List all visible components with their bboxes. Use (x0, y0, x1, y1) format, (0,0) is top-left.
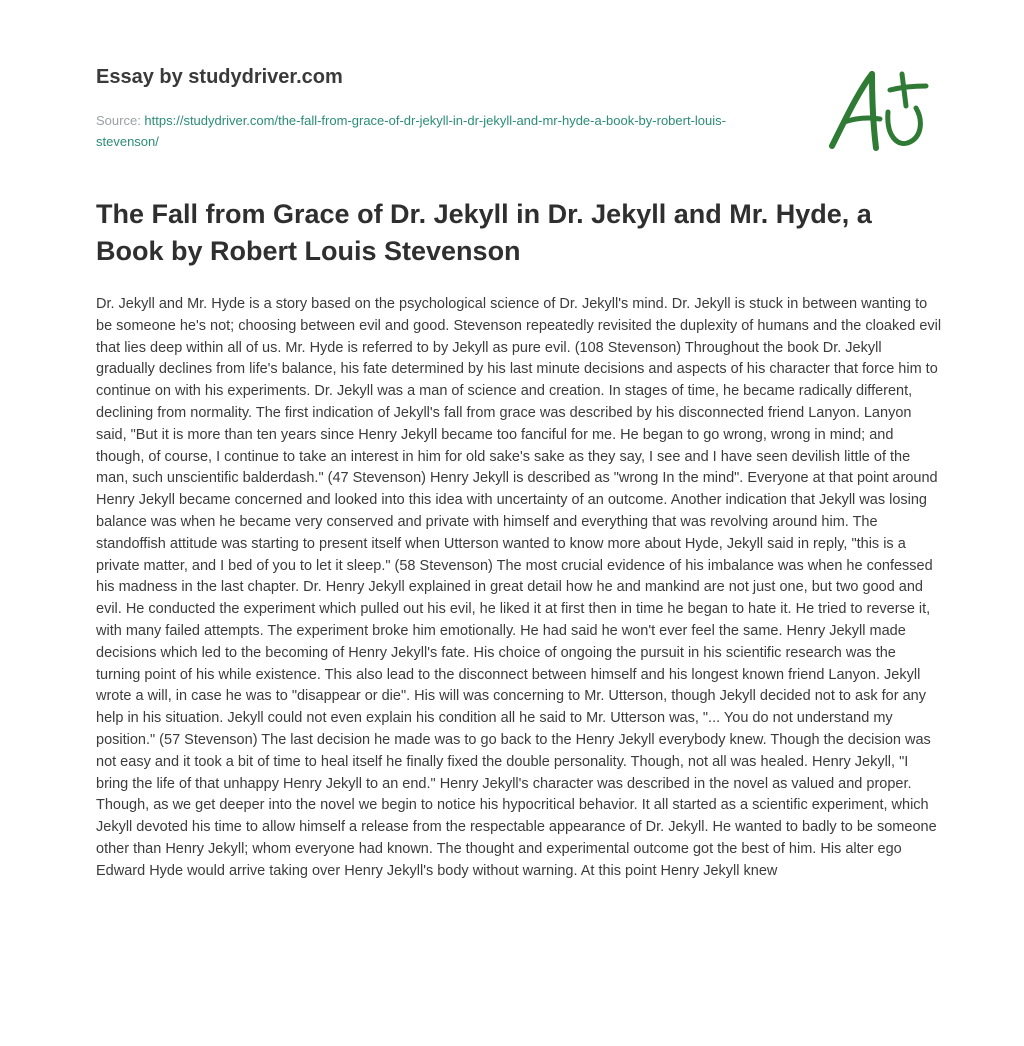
source-label: Source: (96, 113, 145, 128)
essay-title: The Fall from Grace of Dr. Jekyll in Dr. Jekyll and Mr. Hyde, a Book by Robert Louis Stevenson (96, 199, 872, 266)
essay-body: Dr. Jekyll and Mr. Hyde is a story based on the psychological science of Dr. Jekyll's mind. Dr. Jekyll is stuck in between wanting to be someone he's not; choosing between evil and good. Stevenson repeatedly revisited the duplexity of humans and the cloaked evil that lies deep within all of us. Mr. Hyde is referred to by Jekyll as pure evil. (108 Stevenson) Throughout the book Dr. Jekyll gradually declines from life's balance, his fate determined by his last minute decisions and aspects of his character that force him to continue on with his experiments. Dr. Jekyll was a man of science and creation. In stages of time, he became radically different, declining from normality. The first indication of Jekyll's fall from grace was described by his disconnected friend Lanyon. Lanyon said, "But it is more than ten years since Henry Jekyll became too fanciful for me. He began to go wrong, wrong in mind; and though, of course, I continue to take an interest in him for old sake's sake as they say, I see and I have seen devilish little of the man, such unscientific balderdash." (47 Stevenson) Henry Jekyll is described as "wrong In the mind". Everyone at that point around Henry Jekyll became concerned and looked into this idea with uncertainty of an outcome. Another indication that Jekyll was losing balance was when he became very conserved and private with himself and everything that was revolving around him. The standoffish attitude was starting to present itself when Utterson wanted to know more about Hyde, Jekyll said in reply, "this is a private matter, and I bed of you to let it sleep." (58 Stevenson) The most crucial evidence of his imbalance was when he confessed his madness in the last chapter. Dr. Henry Jekyll explained in great detail how he and mankind are not just one, but two good and evil. He conducted the experiment which pulled out his evil, he liked it at first then in time he began to hate it. He tried to reverse it, with many failed attempts. The experiment broke him emotionally. He had said he won't ever feel the same. Henry Jekyll made decisions which led to the becoming of Henry Jekyll's fate. His choice of ongoing the pursuit in his scientific research was the turning point of his while existence. This also lead to the disconnect between himself and his longest known friend Lanyon. Jekyll wrote a will, in case he was to "disappear or die". His will was concerning to Mr. Utterson, though Jekyll decided not to ask for any help in his situation. Jekyll could not even explain his condition all he said to Mr. Utterson was, "... You do not understand my position." (57 Stevenson) The last decision he made was to go back to the Henry Jekyll everybody knew. Though the decision was not easy and it took a bit of time to heal itself he finally fixed the double personality. Though, not all was healed. Henry Jekyll, "I bring the life of that unhappy Henry Jekyll to an end." Henry Jekyll's character was described in the novel as valued and proper. Though, as we get deeper into the novel we begin to notice his hypocritical behavior. It all started as a scientific experiment, which Jekyll devoted his time to allow himself a release from the respectable appearance of Dr. Jekyll. He wanted to badly to be someone other than Henry Jekyll; whom everyone had known. The thought and experimental outcome got the best of him. His alter ego Edward Hyde would arrive taking over Henry Jekyll's body without warning. At this point Henry Jekyll knew (96, 296, 942, 879)
source-line (96, 110, 736, 152)
a-plus-logo-icon (826, 64, 936, 164)
site-title: Essay by studydriver.com (96, 66, 343, 88)
source-link[interactable]: https://studydriver.com/the-fall-from-grace-of-dr-jekyll-in-dr-jekyll-and-mr-hyde-a-book-by-robert-louis-stevenson/ (96, 113, 726, 149)
